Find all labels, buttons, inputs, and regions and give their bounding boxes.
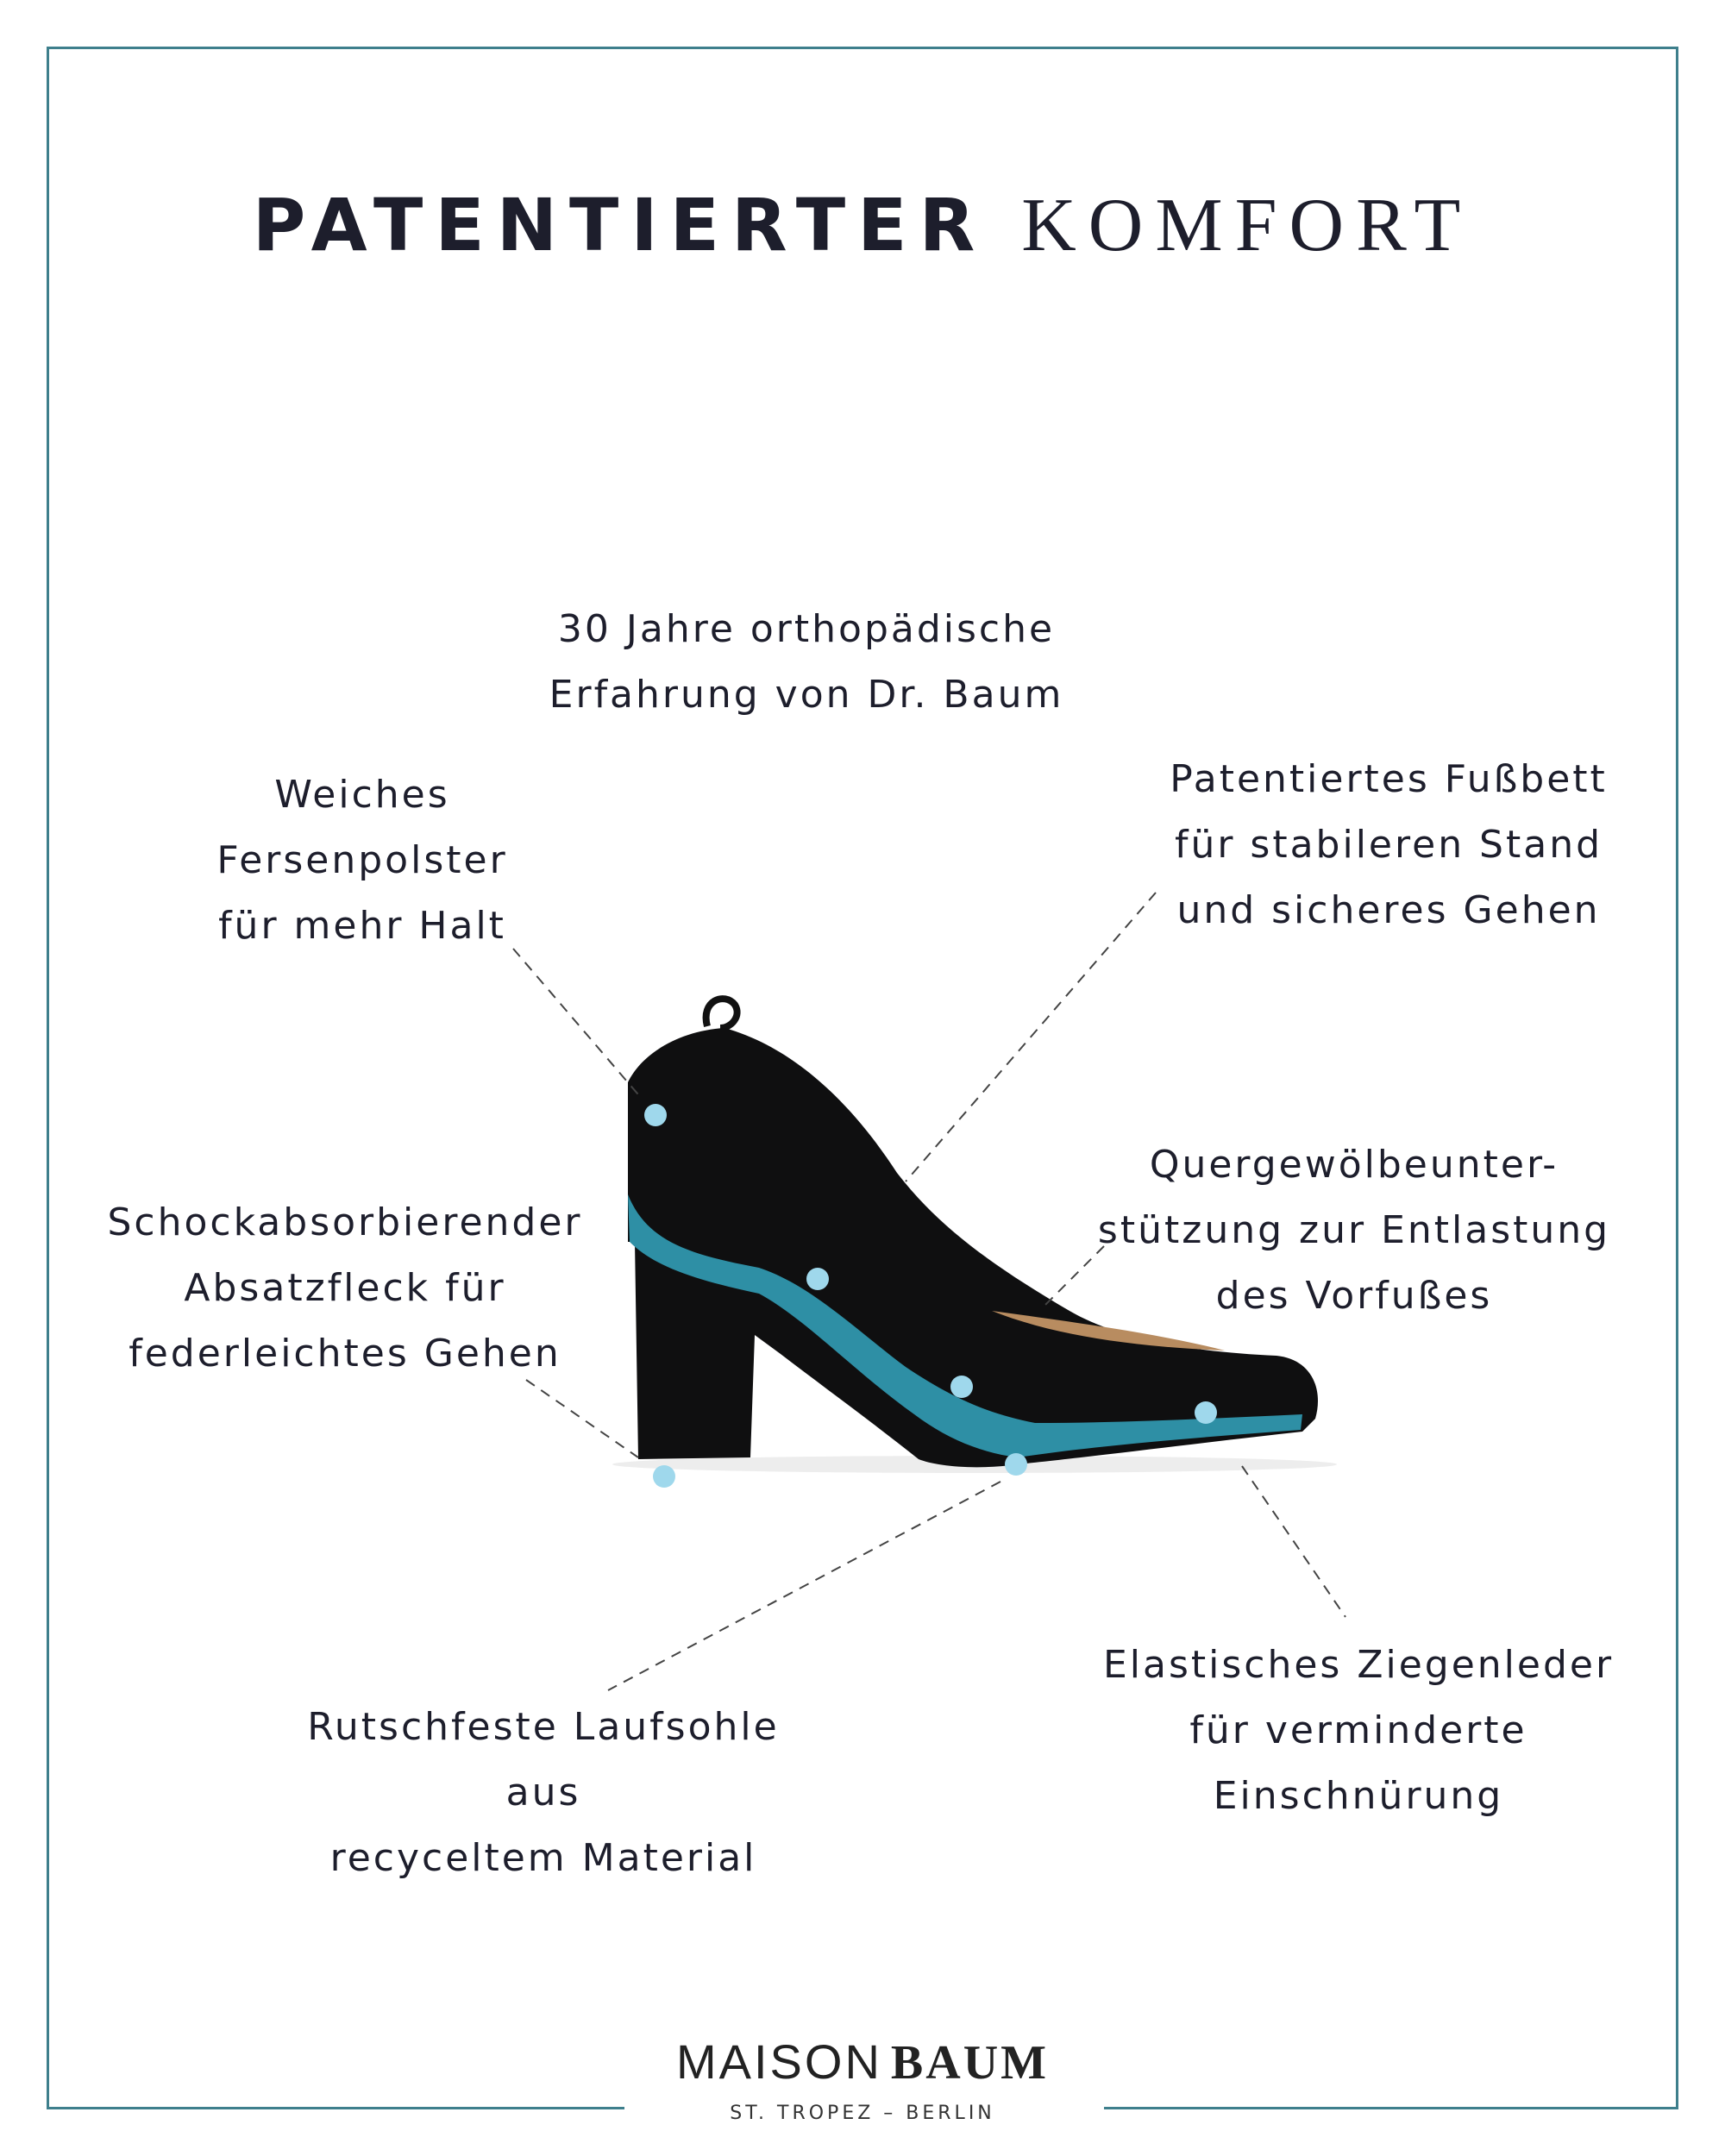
callout-footbed bbox=[1121, 747, 1656, 943]
callout-line: Absatzfleck für bbox=[184, 1266, 506, 1310]
brand-tagline: ST. TROPEZ – BERLIN bbox=[730, 2103, 995, 2124]
callout-line: recyceltem Material bbox=[329, 1836, 757, 1880]
callout-outsole bbox=[285, 1695, 802, 1891]
callout-line: Rutschfeste Laufsohle bbox=[307, 1705, 780, 1749]
callout-line: Weiches bbox=[274, 773, 450, 817]
dot-forefoot bbox=[1195, 1401, 1217, 1424]
callout-line: Quergewölbeunter- bbox=[1149, 1143, 1559, 1187]
callout-line: Fersenpolster bbox=[216, 838, 508, 882]
brand-name-2: BAUM bbox=[890, 2036, 1049, 2090]
leader-outsole bbox=[608, 1482, 1000, 1690]
callout-line: für mehr Halt bbox=[218, 904, 506, 948]
dot-heel-pad bbox=[644, 1104, 667, 1126]
brand-logo bbox=[0, 2034, 1725, 2090]
callout-line: und sicheres Gehen bbox=[1176, 888, 1601, 932]
callout-line: federleichtes Gehen bbox=[129, 1332, 561, 1376]
callout-line: für verminderte bbox=[1189, 1708, 1527, 1752]
callout-line: stützung zur Entlastung bbox=[1097, 1208, 1611, 1252]
leader-heel-tip bbox=[526, 1380, 638, 1457]
brand-name-1: MAISON bbox=[675, 2034, 882, 2089]
callout-line: Patentiertes Fußbett bbox=[1170, 757, 1608, 801]
callout-line: Schockabsorbierender bbox=[107, 1200, 583, 1244]
callout-heel-pad bbox=[147, 762, 578, 959]
dot-arch bbox=[950, 1376, 973, 1398]
dot-heel-tip bbox=[653, 1465, 675, 1488]
callout-line: des Vorfußes bbox=[1215, 1274, 1493, 1318]
heel-loop bbox=[706, 999, 737, 1028]
title-part-1: PATENTIERTER bbox=[252, 183, 988, 267]
callout-arch bbox=[1065, 1132, 1643, 1329]
leader-leather bbox=[1242, 1466, 1346, 1617]
dot-outsole bbox=[1005, 1453, 1027, 1476]
title-part-2: KOMFORT bbox=[1021, 184, 1473, 267]
callout-line: Erfahrung von Dr. Baum bbox=[549, 673, 1064, 717]
callout-line: für stabileren Stand bbox=[1174, 823, 1603, 867]
leader-heel-pad bbox=[513, 949, 643, 1100]
dot-heel-insole bbox=[806, 1268, 829, 1290]
callout-line: Elastisches Ziegenleder bbox=[1102, 1643, 1615, 1687]
callout-line: 30 Jahre orthopädische bbox=[557, 607, 1056, 651]
callout-line: Einschnürung bbox=[1213, 1774, 1504, 1818]
callout-heel-tip bbox=[95, 1190, 595, 1387]
callout-experience bbox=[461, 597, 1151, 728]
callout-leather bbox=[1074, 1633, 1643, 1829]
callout-line: aus bbox=[505, 1771, 581, 1814]
